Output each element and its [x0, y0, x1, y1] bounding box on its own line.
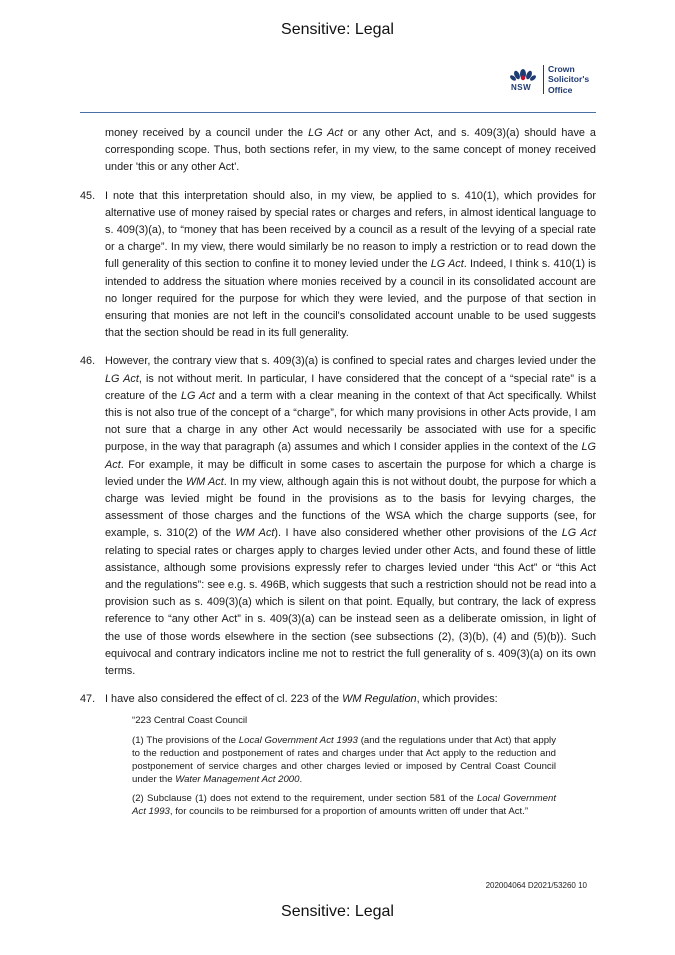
paragraph-45: 45. I note that this interpretation should also, in my view, be applied to s. 410(1), which provides for alternative use of money raised by special rates or charges and refers, in almost identical language to s. 409(3)(a), to “money that has been received by a council as a result of the levying of a special rate or a charge”. In my view, there would similarly be no reason to imply a restriction or to read down the full generality of this section to confine it to money levied under the LG Act. Indeed, I think s. 410(1) is intended to address the situation where monies received by a council in its consolidated account are no longer required for the purpose for which they were levied, and the purpose of that section in ensuring that monies are not left in the council's consolidated account unable to be used suggests that the section should be read in its full generality. — [80, 189, 596, 340]
classification-header: Sensitive: Legal — [281, 21, 394, 38]
office-name-line1: Crown — [548, 64, 575, 74]
paragraph-47: 47. I have also considered the effect of cl. 223 of the WM Regulation, which provides: — [80, 691, 596, 708]
paragraph-number: 46. — [80, 355, 96, 368]
document-reference: 202004064 D2021/53260 10 — [485, 881, 587, 890]
office-name-line2: Solicitor's — [548, 74, 590, 85]
quote-clause-2: (2) Subclause (1) does not extend to the requirement, under section 581 of the Local Government Act 1993, for councils to be reimbursed for a proportion of amounts written off under that Act.” — [132, 793, 556, 818]
document-body — [80, 125, 596, 826]
quote-heading: “223 Central Coast Council — [132, 714, 248, 726]
paragraph-46: 46. However, the contrary view that s. 409(3)(a) is confined to special rates and charges levied under the LG Act, is not without merit. In particular, I have considered that the concept of a “special rate” is a creature of the LG Act and a term with a clear meaning in the context of that Act specifically. Whilst this is not also true of the concept of a “charge”, for which many provisions in other Acts provide, I am not sure that a charge in any other Act would necessarily be associated with use for a specific purpose, in the way that paragraph (a) assumes and which I consider applies in the context of the LG Act. For example, it may be difficult in some cases to ascertain the purpose for which a charge is levied under the WM Act. In my view, although again this is not without doubt, the purpose for which a charge was levied might be found in the provisions as to the basis for levying charges, the assessment of those charges and the functions of the WSA which the charge supports (see, for example, s. 310(2) of the WM Act). I have also considered whether other provisions of the LG Act relating to special rates or charges apply to charges levied under other Acts, and found these of little assistance, although some provisions expressly refer to charges levied under “this Act” or “this Act and the regulations”: see e.g. s. 496B, which suggests that such a restriction should not be read into a provision such as s. 409(3)(a) which is silent on that point. Equally, but contrary, the lack of express reference to “any other Act” in s. 409(3)(a) can be instead seen as a deliberate omission, in light of the use of those words elsewhere in the section (see subsections (2), (3)(b), (4) and (5)(b)). Such equivocal and contrary indicators incline me not to restrict the full generality of s. 409(3)(a) on its own terms. — [80, 355, 597, 678]
paragraph-number: 45. — [80, 189, 96, 202]
quoted-regulation — [132, 715, 556, 820]
quote-clause-1: (1) The provisions of the Local Government Act 1993 (and the regulations under that Act) that apply to the reduction and postponement of rates and charges under that Act apply to the reduction and postponement of service charges and other charges levied or imposed by Central Coast Council under the Water Management Act 2000. — [132, 735, 556, 785]
paragraph-number: 47. — [80, 693, 96, 706]
continued-paragraph: money received by a council under the LG Act or any other Act, and s. 409(3)(a) should have a corresponding scope. Thus, both sections refer, in my view, to the same concept of money received under 'this or any other Act'. — [105, 127, 596, 174]
office-name-line3: Office — [548, 84, 573, 95]
classification-footer: Sensitive: Legal — [281, 903, 394, 920]
logo-divider — [543, 65, 544, 94]
header-rule — [80, 112, 596, 113]
office-name — [548, 64, 589, 95]
nsw-wordmark: NSW — [511, 83, 532, 92]
crown-solicitors-office-logo — [508, 63, 600, 97]
